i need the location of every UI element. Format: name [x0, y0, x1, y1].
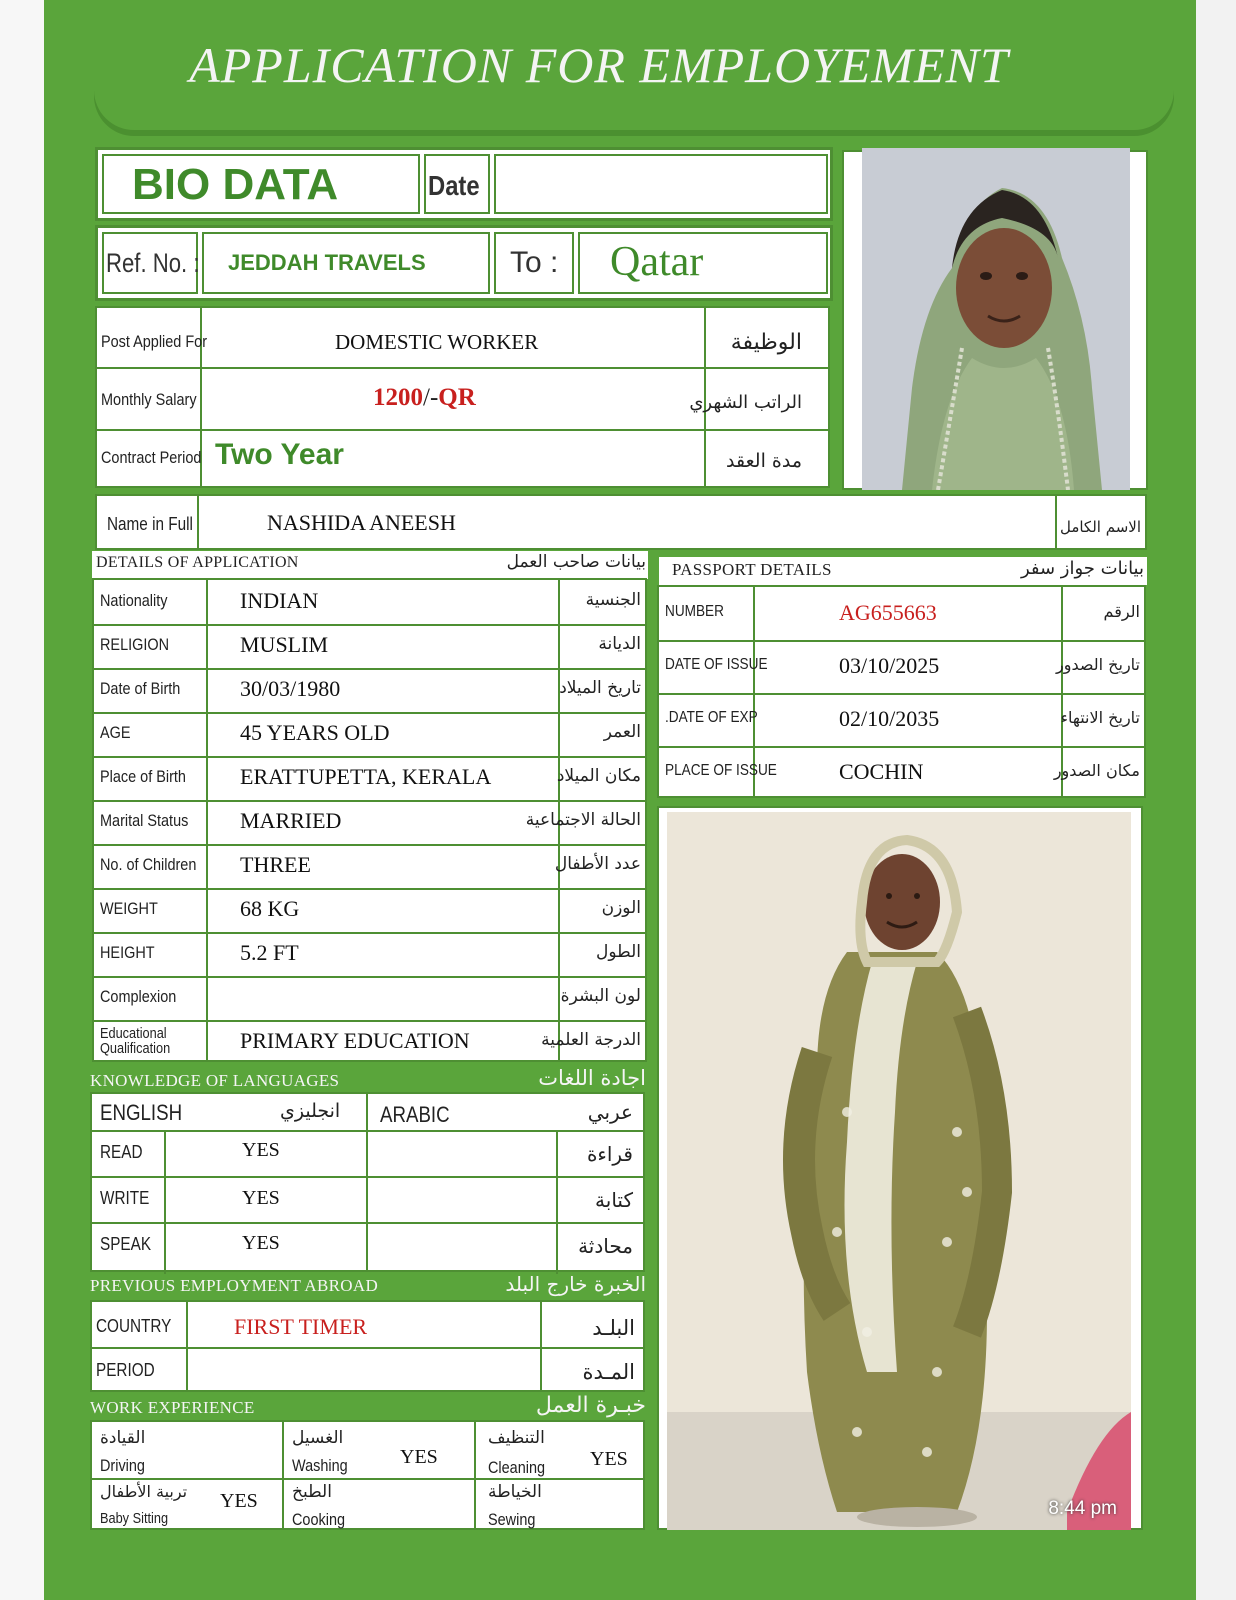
- details-row-label: AGE: [100, 723, 131, 742]
- driving-label: Driving: [100, 1456, 145, 1475]
- speak-label: SPEAK: [100, 1234, 152, 1254]
- date-field[interactable]: [494, 154, 828, 214]
- name-arabic: الاسم الكامل: [1059, 518, 1141, 536]
- cleaning-arabic: التنظيف: [488, 1428, 545, 1448]
- contract-label: Contract Period: [101, 448, 202, 467]
- passport-table: [657, 585, 1146, 798]
- to-value: Qatar: [610, 239, 704, 285]
- ref-box: [95, 225, 833, 301]
- details-row-arabic: العمر: [603, 722, 641, 742]
- cooking-label: Cooking: [292, 1510, 346, 1529]
- cooking-arabic: الطبخ: [292, 1482, 332, 1502]
- details-row-arabic: الحالة الاجتماعية: [525, 810, 641, 830]
- work-item-washing: [290, 1426, 470, 1476]
- post-value: DOMESTIC WORKER: [335, 330, 539, 354]
- details-row-value: PRIMARY EDUCATION: [240, 1028, 470, 1053]
- country-label: COUNTRY: [96, 1316, 172, 1336]
- washing-label: Washing: [292, 1456, 348, 1475]
- to-label: To :: [510, 246, 559, 279]
- passport-row-label: NUMBER: [665, 602, 724, 620]
- sewing-label: Sewing: [488, 1510, 536, 1529]
- details-row-value: THREE: [240, 852, 311, 877]
- details-row-value: ERATTUPETTA, KERALA: [240, 764, 492, 789]
- speak-english: YES: [242, 1232, 280, 1254]
- passport-row-arabic: تاريخ الانتهاء: [1060, 707, 1140, 727]
- work-item-sewing: [486, 1482, 641, 1530]
- babysitting-value: YES: [220, 1490, 258, 1512]
- contract-value: Two Year: [215, 438, 344, 471]
- write-label: WRITE: [100, 1188, 150, 1208]
- details-row-arabic: الوزن: [601, 898, 641, 918]
- passport-row-arabic: مكان الصدور: [1053, 760, 1140, 780]
- passport-title-arabic: بيانات جواز سفر: [1020, 558, 1144, 579]
- fullbody-illustration: [667, 812, 1131, 1530]
- contract-arabic: مدة العقد: [726, 450, 802, 472]
- sewing-arabic: الخياطة: [488, 1482, 542, 1502]
- details-row-value: MARRIED: [240, 808, 342, 833]
- passport-row-arabic: الرقم: [1103, 601, 1140, 621]
- languages-table: [90, 1092, 645, 1272]
- work-item-cooking: [290, 1482, 470, 1530]
- english-arabic: انجليزي: [280, 1100, 341, 1122]
- salary-arabic: الراتب الشهري: [689, 392, 802, 413]
- work-item-driving: [98, 1426, 278, 1476]
- previous-table: [90, 1300, 645, 1392]
- details-row-label: HEIGHT: [100, 943, 155, 962]
- details-row-label: Date of Birth: [100, 679, 181, 698]
- washing-value: YES: [400, 1446, 438, 1468]
- arabic-label: ARABIC: [380, 1102, 450, 1127]
- details-row-value: 45 YEARS OLD: [240, 720, 390, 745]
- languages-title-arabic: اجادة اللغات: [538, 1066, 646, 1090]
- passport-row-label: .DATE OF EXP: [665, 708, 758, 726]
- details-row-arabic: عدد الأطفال: [554, 854, 641, 874]
- details-row-label: Marital Status: [100, 811, 189, 830]
- speak-ar: محادثة: [578, 1234, 633, 1258]
- write-ar: كتابة: [595, 1188, 633, 1212]
- babysitting-label: Baby Sitting: [100, 1510, 169, 1527]
- scan-margin-right: [1196, 0, 1236, 1600]
- fullbody-photo: [667, 812, 1131, 1530]
- details-row-label: Place of Birth: [100, 767, 186, 786]
- read-english: YES: [242, 1139, 280, 1161]
- cleaning-label: Cleaning: [488, 1458, 546, 1477]
- babysitting-arabic: تربية الأطفال: [100, 1482, 188, 1501]
- passport-row-value: AG655663: [839, 599, 937, 625]
- details-row-arabic: تاريخ الميلاد: [559, 678, 641, 698]
- details-row-arabic: مكان الميلاد: [556, 766, 641, 786]
- passport-row-arabic: تاريخ الصدور: [1056, 654, 1140, 674]
- work-title: WORK EXPERIENCE: [90, 1398, 255, 1417]
- passport-title: PASSPORT DETAILS: [672, 560, 832, 579]
- details-row-label: WEIGHT: [100, 899, 158, 918]
- passport-row-label: PLACE OF ISSUE: [665, 761, 777, 779]
- write-english: YES: [242, 1187, 280, 1209]
- name-value: NASHIDA ANEESH: [267, 510, 456, 535]
- scan-margin-left: [0, 0, 44, 1600]
- read-label: READ: [100, 1142, 143, 1162]
- biodata-title: BIO DATA: [132, 160, 339, 209]
- details-row-label: Educational Qualification: [100, 1025, 171, 1057]
- form-title: APPLICATION FOR EMPLOYEMENT: [189, 37, 1009, 93]
- washing-arabic: الغسيل: [292, 1428, 344, 1448]
- details-row-label: Complexion: [100, 987, 177, 1006]
- details-row-arabic: الديانة: [598, 634, 641, 654]
- details-row-value: 5.2 FT: [240, 940, 299, 965]
- photo-timestamp: 8:44 pm: [1048, 1498, 1117, 1519]
- work-item-cleaning: [486, 1426, 641, 1476]
- details-row-arabic: الدرجة العلمية: [541, 1030, 641, 1050]
- ref-label: Ref. No. :: [106, 248, 200, 278]
- work-title-arabic: خبـرة العمل: [535, 1393, 646, 1418]
- name-row: [95, 494, 1147, 550]
- country-arabic: البلـد: [592, 1316, 635, 1340]
- arabic-arabic: عربي: [587, 1100, 633, 1124]
- details-row-value: MUSLIM: [240, 632, 329, 657]
- english-label: ENGLISH: [100, 1100, 183, 1125]
- details-row-value: INDIAN: [240, 588, 319, 613]
- job-table: [95, 306, 830, 488]
- post-arabic: الوظيفة: [730, 330, 802, 355]
- details-row-label: RELIGION: [100, 635, 170, 654]
- driving-arabic: القيادة: [100, 1428, 146, 1448]
- post-label: Post Applied For: [101, 332, 208, 351]
- period-arabic: المـدة: [582, 1360, 635, 1384]
- passport-row-value: 02/10/2035: [839, 705, 940, 731]
- details-row-arabic: لون البشرة: [560, 986, 641, 1006]
- details-row-label: Nationality: [100, 591, 168, 610]
- details-row-value: 30/03/1980: [240, 676, 341, 701]
- details-table: [92, 578, 647, 1062]
- period-label: PERIOD: [96, 1360, 155, 1380]
- details-row-arabic: الجنسية: [585, 590, 641, 610]
- details-row-value: 68 KG: [240, 896, 300, 921]
- name-label: Name in Full: [107, 514, 193, 534]
- biodata-box: [95, 147, 833, 221]
- passport-row-value: COCHIN: [839, 758, 924, 784]
- passport-row-label: DATE OF ISSUE: [665, 655, 768, 673]
- portrait-illustration: [862, 148, 1130, 490]
- portrait-photo: [862, 148, 1130, 490]
- work-item-babysitting: [98, 1482, 278, 1530]
- details-title-arabic: بيانات صاحب العمل: [506, 552, 646, 572]
- salary-currency: QR: [438, 384, 476, 411]
- previous-title: PREVIOUS EMPLOYMENT ABROAD: [90, 1276, 379, 1295]
- details-row-arabic: الطول: [596, 942, 641, 962]
- languages-title: KNOWLEDGE OF LANGUAGES: [90, 1071, 340, 1090]
- salary-separator: /-: [423, 384, 439, 411]
- ref-value: JEDDAH TRAVELS: [228, 250, 426, 275]
- country-value: FIRST TIMER: [234, 1314, 368, 1339]
- read-ar: قراءة: [586, 1142, 633, 1166]
- cleaning-value: YES: [590, 1448, 628, 1470]
- work-table: [90, 1420, 645, 1530]
- salary-label: Monthly Salary: [101, 390, 197, 409]
- date-label: Date: [428, 170, 480, 201]
- previous-title-arabic: الخبرة خارج البلد: [505, 1272, 646, 1296]
- passport-row-value: 03/10/2025: [839, 652, 940, 678]
- salary-amount: 1200: [373, 384, 423, 411]
- details-row-label: No. of Children: [100, 855, 197, 874]
- details-title: DETAILS OF APPLICATION: [96, 554, 299, 571]
- salary-value: [373, 384, 476, 412]
